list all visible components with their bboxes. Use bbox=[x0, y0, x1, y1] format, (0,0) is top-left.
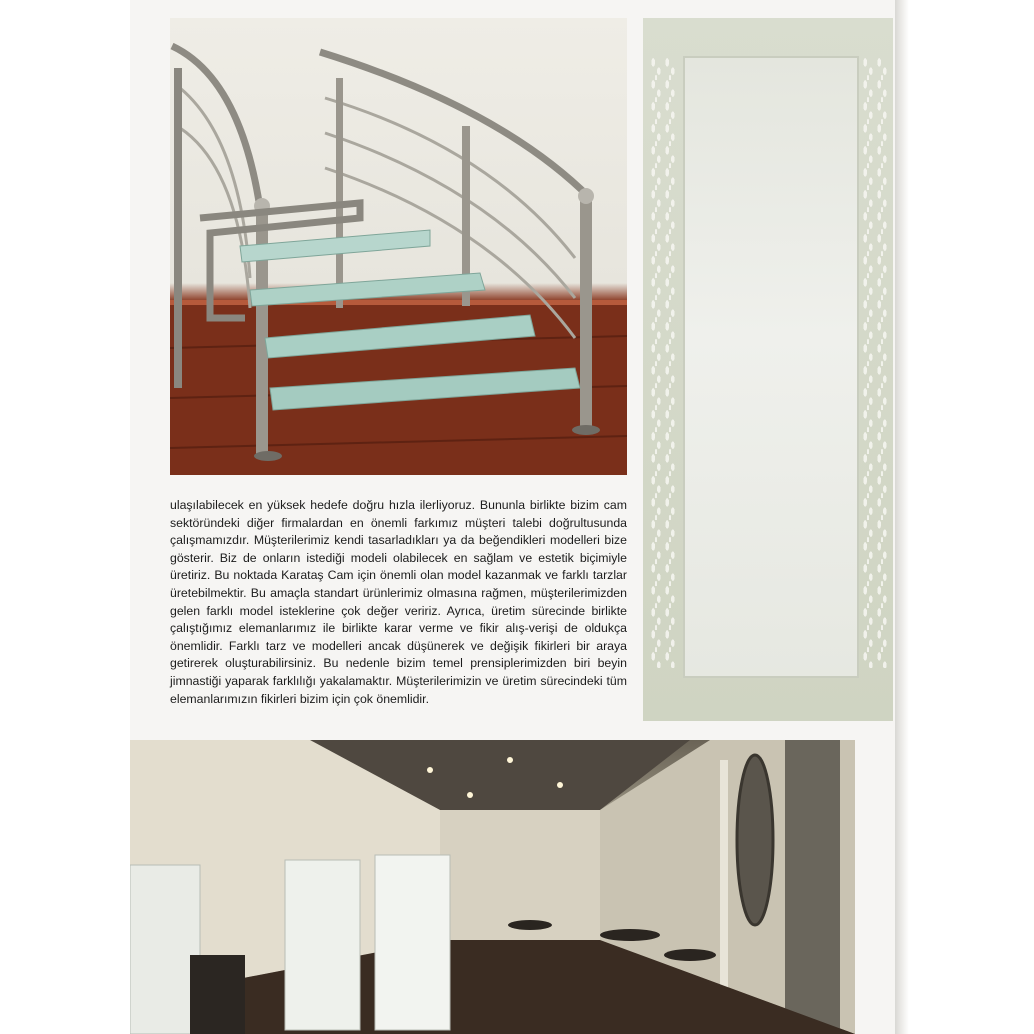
salon-interior-photo bbox=[130, 740, 855, 1034]
article-paragraph: ulaşılabilecek en yüksek hedefe doğru hızla ilerliyoruz. Bununla birlikte bizim cam sektöründeki diğer firmalardan en önemli farkımız müşteri talebi doğrultusunda çalışmamızdır. Müşterilerimiz kendi tasarladıkları ya da beğendikleri modelleri bize gösterir. Biz de onların istediği modeli olabilecek en sağlam ve estetik biçimiyle üretiriz. Bu noktada Karataş Cam için önemli olan model kazanmak ve farklı tarzlar üretebilmektir. Bu amaçla standart ürünlerimiz olmasına rağmen, müşterilerimizden gelen farklı model isteklerine çok değer veririz. Ayrıca, üretim sürecinde birlikte çalıştığımız elemanlarımız ile birlikte karar verme ve fikir alış-verişi de oldukça önemlidir. Farklı tarz ve modelleri ancak düşünerek ve değişik fikirleri bir araya getirerek oluşturabilirsiniz. Bu nedenle bizim temel prensiplerimizden biri beyin jimnastiği yaparak farklılığı yakalamaktır. Müşterilerimizin ve üretim sürecindeki tüm elemanlarımızın fikirleri bizim için çok önemlidir. bbox=[170, 498, 627, 706]
article-body bbox=[170, 497, 627, 708]
stair-illustration bbox=[170, 18, 627, 475]
page-gutter-shadow bbox=[895, 0, 909, 1034]
door-leaf-pattern-right bbox=[861, 58, 891, 668]
interior-illustration bbox=[130, 740, 855, 1034]
door-leaf-pattern-left bbox=[649, 58, 679, 668]
frosted-glass-door-photo bbox=[643, 18, 893, 721]
door-glass-panel bbox=[683, 56, 859, 678]
glass-stair-photo bbox=[170, 18, 627, 475]
